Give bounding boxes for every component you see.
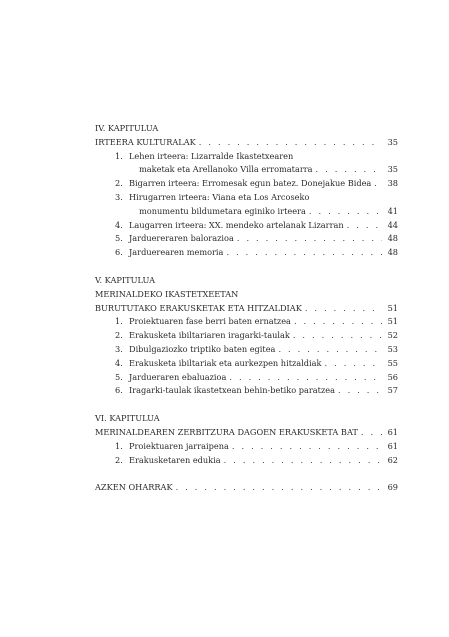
dot-leader [305,304,382,312]
entry-text: Erakusketa ibiltariak eta aurkezpen hitzaldiak [129,357,322,368]
toc-entry[interactable] [95,234,398,248]
toc-entry[interactable] [95,317,398,331]
dot-leader [361,428,382,436]
toc-entry[interactable] [95,386,398,400]
entry-text: Lehen irteera: Lizarralde Ikastetxearen [129,150,294,161]
page-number: 57 [387,385,398,396]
toc-entry-continuation[interactable] [95,165,398,179]
entry-text: Proiektuaren fase berri baten ernatzea [129,316,291,327]
dot-leader [226,248,382,256]
dot-leader [199,138,382,146]
dot-leader [309,207,382,215]
section-gap [95,262,398,276]
page-number: 48 [387,247,398,258]
entry-number: 3. [115,191,123,202]
page-number: 69 [387,482,398,493]
dot-leader [176,483,382,491]
chapter-title: IRTEERA KULTURALAK [95,136,196,147]
chapter-title-line: MERINALDEKO IKASTETXEETAN [95,288,239,299]
toc-entry[interactable] [95,331,398,345]
entry-text: Iragarki-taulak ikastetxean behin-betiko paratzea [129,385,335,396]
toc-entry[interactable] [95,152,398,166]
entry-text: Laugarren irteera: XX. mendeko artelanak Lizarran [129,219,344,230]
dot-leader [229,373,382,381]
chapter-title-entry[interactable] [95,428,398,442]
entry-text: Erakusketa ibiltariaren iragarki-taulak [129,330,290,341]
table-of-contents [95,124,398,497]
dot-leader [325,359,382,367]
toc-entry[interactable] [95,193,398,207]
page-number: 62 [387,454,398,465]
chapter-title-entry[interactable] [95,304,398,318]
page-number: 51 [387,316,398,327]
page-number: 44 [387,219,398,230]
entry-text: Jardueraren ebaluazioa [129,371,227,382]
chapter-title: BURUTUTAKO ERAKUSKETAK ETA HITZALDIAK [95,302,302,313]
page-number: 53 [387,343,398,354]
chapter-label: VI. KAPITULUA [95,413,160,424]
entry-text: Proiektuaren jarraipena [129,440,229,451]
entry-number: 4. [115,357,123,368]
toc-entry[interactable] [95,456,398,470]
page-number: 51 [387,302,398,313]
page-number: 55 [387,357,398,368]
toc-entry[interactable] [95,179,398,193]
entry-number: 3. [115,343,123,354]
section-gap [95,400,398,414]
dot-leader [278,345,382,353]
dot-leader [293,331,382,339]
page-number: 52 [387,330,398,341]
entry-text: Jarduerearen memoria [129,247,224,258]
entry-text: maketak eta Arellanoko Villa erromatarra [139,164,313,175]
toc-entry[interactable] [95,442,398,456]
entry-number: 5. [115,233,123,244]
toc-entry[interactable] [95,221,398,235]
page-number: 61 [387,440,398,451]
chapter-label: IV. KAPITULUA [95,123,159,133]
entry-number: 5. [115,371,123,382]
dot-leader [374,179,382,187]
chapter-label: V. KAPITULUA [95,274,156,285]
dot-leader [224,456,382,464]
page-number: 41 [387,205,398,216]
dot-leader [347,221,382,229]
entry-number: 1. [115,316,123,327]
toc-entry-continuation[interactable] [95,207,398,221]
entry-text: Bigarren irteera: Erromesak egun batez. Donejakue Bidea [129,178,372,189]
entry-number: 2. [115,454,123,465]
entry-text: Dibulgaziozko triptiko baten egitea [129,343,276,354]
page-number: 61 [387,426,398,437]
entry-number: 4. [115,219,123,230]
entry-number: 1. [115,150,123,161]
final-entry[interactable] [95,483,398,497]
page-number: 38 [387,178,398,189]
dot-leader [237,234,382,242]
page-number: 35 [387,164,398,175]
entry-number: 6. [115,247,123,258]
toc-entry[interactable] [95,345,398,359]
dot-leader [316,165,382,173]
entry-text: Jarduereraren balorazioa [129,233,234,244]
entry-number: 1. [115,440,123,451]
chapter-title-entry[interactable] [95,138,398,152]
dot-leader [232,442,382,450]
toc-entry[interactable] [95,373,398,387]
entry-text: Hirugarren irteera: Viana eta Los Arcoseko [129,191,310,202]
chapter-title: MERINALDEAREN ZERBITZURA DAGOEN ERAKUSKETA BAT [95,426,358,437]
entry-number: 2. [115,178,123,189]
section-gap [95,469,398,483]
dot-leader [294,317,382,325]
dot-leader [338,386,382,394]
toc-entry[interactable] [95,359,398,373]
entry-text: Erakusketaren edukia [129,454,221,465]
final-title: AZKEN OHARRAK [95,482,173,493]
entry-text: monumentu bildumetara eginiko irteera [139,205,306,216]
page-number: 48 [387,233,398,244]
page-number: 35 [387,136,398,147]
entry-number: 6. [115,385,123,396]
page-number: 56 [387,371,398,382]
entry-number: 2. [115,330,123,341]
toc-entry[interactable] [95,248,398,262]
